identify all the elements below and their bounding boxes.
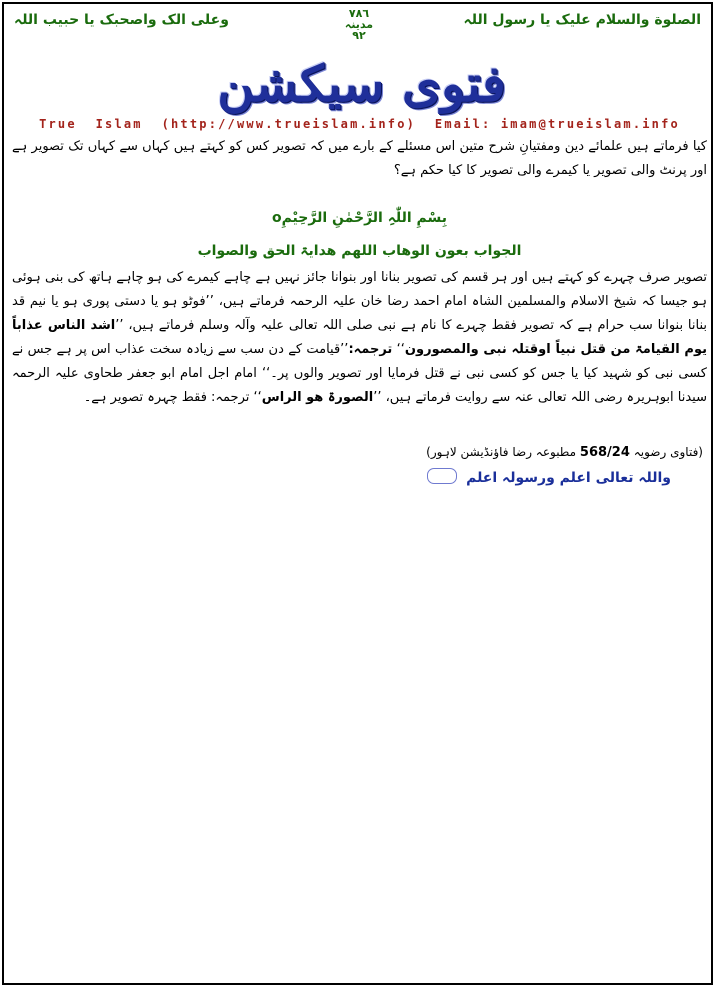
header-number-786: ٧٨٦ <box>348 7 370 20</box>
header-page-marker <box>334 8 384 41</box>
salutation-glyph-icon <box>427 468 457 484</box>
reference-number: 568/24 <box>579 445 630 460</box>
page-title: فتوی سیکشن <box>217 54 506 113</box>
reference-prefix: (فتاوی رضویہ <box>633 445 703 459</box>
header-number-92: ٩٢ <box>352 29 366 42</box>
hadith-quote-1: اشد الناس عذاباً یوم القیامۃ من قتل نبیاً اوقتلہ نبی والمصورون <box>12 318 707 357</box>
closing-text: واللہ تعالی اعلم ورسولہ اعلم <box>466 470 671 486</box>
hadith-quote-2: الصورۃ ھو الراس <box>261 390 374 405</box>
bismillah-heading: بِسْمِ اللّٰہِ الرَّحْمٰنِ الرَّحِیْمِo <box>271 210 448 226</box>
answer-part-1: تصویر صرف چہرے کو کہتے ہیں اور ہر قسم کی تصویر بنانا اور بنوانا جائز نہیں ہے چاہے کیمرے کی ہو چاہے ہاتھ کی بنی ہوئی ہو جیسا کہ شیخ الاسلام والمسلمین الشاہ امام احمد رضا خان علیہ الرحمہ فرماتے ہیں، ’’فوٹو ہو یا دستی پوری ہو یا نیم قد بنانا بنوانا سب حرام ہے کہ تصویر فقط چہرے کا نام ہے نبی صلی اللہ تعالی علیہ وآلہ وسلم فرماتے ہیں، ’’ <box>12 270 707 333</box>
answer-text: تصویر صرف چہرے کو کہتے ہیں اور ہر قسم کی تصویر بنانا اور بنوانا جائز نہیں ہے چاہے کیمرے کی ہو چاہے ہاتھ کی بنی ہوئی ہو جیسا کہ شیخ الاسلام والمسلمین الشاہ امام احمد رضا خان علیہ الرحمہ فرماتے ہیں، ’’فوٹو ہو یا دستی پوری ہو یا نیم قد بنانا بنوانا سب حرام ہے کہ تصویر فقط چہرے کا نام ہے نبی صلی اللہ تعالی علیہ وآلہ وسلم فرماتے ہیں، ’’اشد الناس عذاباً یوم القیامۃ من قتل نبیاً اوقتلہ نبی والمصورون‘‘ ترجمہ:’’قیامت کے دن سب سے زیادہ سخت عذاب اس پر ہے جس نے کسی نبی کو شہید کیا یا جس کو کسی نبی نے قتل فرمایا اور تصویر والوں پر۔‘‘ امام اجل امام ابو جعفر طحاوی علیہ الرحمہ سیدنا ابوہریرہ رضی اللہ تعالی عنہ سے روایت فرماتے ہیں، ’’الصورۃ ھو الراس‘‘ ترجمہ: فقط چہرہ تصویر ہے۔ <box>12 270 707 405</box>
answer-heading: الجواب بعون الوھاب اللھم ھدایۃ الحق والصواب <box>197 243 522 259</box>
site-contact-line: True Islam (http://www.trueislam.info) Email: imam@trueislam.info <box>39 117 680 131</box>
closing-line <box>427 470 671 486</box>
answer-part-3: ‘‘ ترجمہ: فقط چہرہ تصویر ہے۔ <box>83 390 262 405</box>
answer-part-2: ’’قیامت کے دن سب سے زیادہ سخت عذاب اس پر ہے جس نے کسی نبی کو شہید کیا یا جس کو کسی نبی نے قتل فرمایا اور تصویر والوں پر۔‘‘ امام اجل امام ابو جعفر طحاوی علیہ الرحمہ سیدنا ابوہریرہ رضی اللہ تعالی عنہ سے روایت فرماتے ہیں، ’’ <box>12 342 707 405</box>
header-salutation-left: وعلی الک واصحبک یا حبیب اللہ <box>14 12 229 28</box>
reference-line <box>426 445 703 460</box>
question-text: کیا فرماتے ہیں علمائے دین ومفتیانِ شرح متین اس مسئلے کے بارے میں کہ تصویر کس کو کہتے ہیں کہاں سے کہاں تک تصویر ہے اور پرنٹ والی تصویر یا کیمرے والی تصویر کا کیا حکم ہے؟ <box>12 139 707 178</box>
translation-label: ترجمہ: <box>348 342 393 357</box>
reference-suffix: مطبوعہ رضا فاؤنڈیشن لاہور) <box>426 445 577 459</box>
header-salutation-right: الصلوة والسلام علیک یا رسول اللہ <box>463 12 701 28</box>
page-frame <box>2 2 713 985</box>
header-madina: مدینہ <box>344 18 374 31</box>
